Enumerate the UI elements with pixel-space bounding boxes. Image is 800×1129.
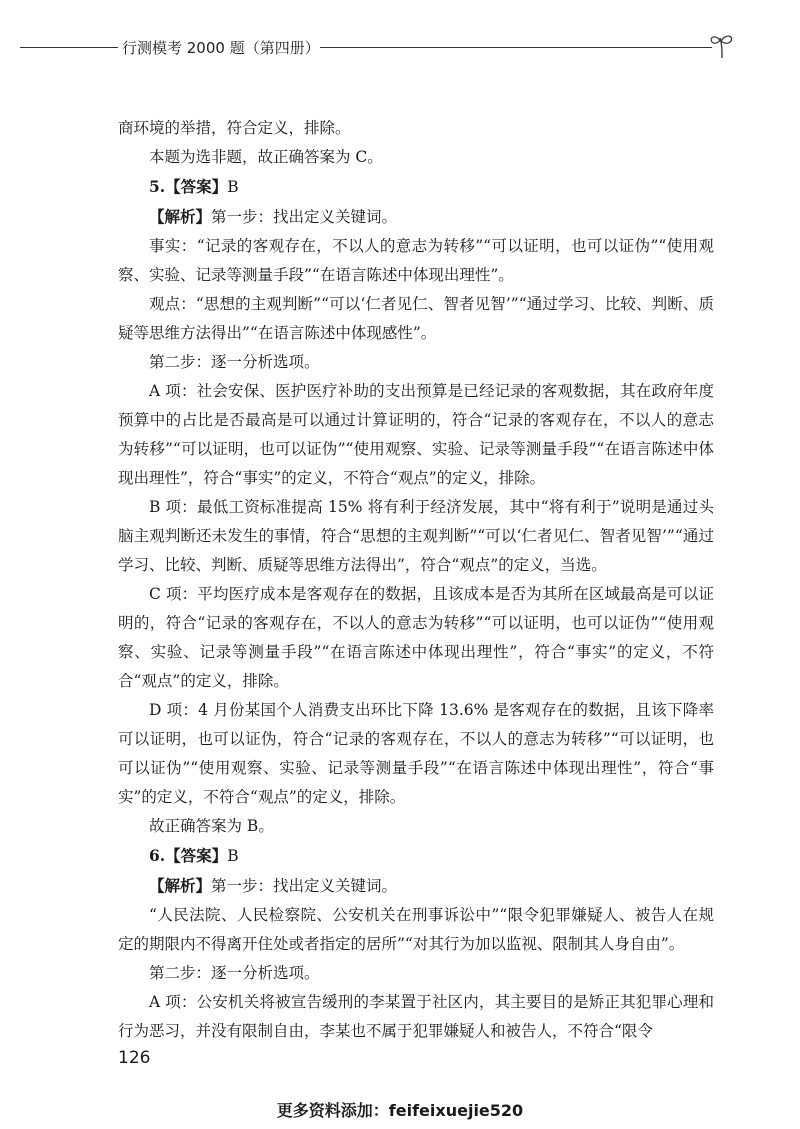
paragraph [118,959,714,988]
paragraph [118,812,714,841]
paragraph [118,172,714,202]
page-body [118,114,714,1046]
paragraph [118,114,714,143]
paragraph-text: A 项：社会安保、医护医疗补助的支出预算是已经记录的客观数据，其在政府年度预算中的占比是否最高是可以通过计算证明的，符合“记录的客观存在，不以人的意志为转移”“可以证明，也可以证伪”“使用观察、实验、记录等测量手段”“在语言陈述中体现出理性”，符合“事实”的定义，不符合“观点”的定义，排除。 [118,382,714,487]
paragraph-text: 商环境的举措，符合定义，排除。 [118,119,351,137]
paragraph [118,696,714,812]
running-header [20,36,720,60]
paragraph-text: B [227,847,239,865]
paragraph [118,202,714,232]
paragraph-label: 5.【答案】 [149,177,228,196]
paragraph-label: 【解析】 [149,876,212,895]
paragraph [118,290,714,348]
paragraph-text: 第二步：逐一分析选项。 [149,964,320,982]
paragraph-text: 观点：“思想的主观判断”“可以‘仁者见仁、智者见智’”“通过学习、比较、判断、质疑等思维方法得出”“在语言陈述中体现感性”。 [118,295,714,342]
paragraph-text: 本题为选非题，故正确答案为 C。 [149,148,383,166]
header-title: 行测模考 2000 题（第四册） [122,39,320,57]
paragraph-text: C 项：平均医疗成本是客观存在的数据，且该成本是否为其所在区域最高是可以证明的，符合“记录的客观存在，不以人的意志为转移”“可以证明，也可以证伪”“使用观察、实验、记录等测量手段”“在语言陈述中体现出理性”，符合“事实”的定义，不符合“观点”的定义，排除。 [118,585,714,690]
paragraph-text: A 项：公安机关将被宣告缓刑的李某置于社区内，其主要目的是矫正其犯罪心理和行为恶习，并没有限制自由，李某也不属于犯罪嫌疑人和被告人，不符合“限令 [118,993,714,1040]
header-rule-right [320,47,712,48]
paragraph-text: D 项：4 月份某国个人消费支出环比下降 13.6% 是客观存在的数据，且该下降率可以证明，也可以证伪，符合“记录的客观存在，不以人的意志为转移”“可以证明，也可以证伪”“使用观察、实验、记录等测量手段”“在语言陈述中体现出理性”，符合“事实”的定义，不符合“观点”的定义，排除。 [118,701,714,806]
paragraph-text: 第一步：找出定义关键词。 [211,877,398,895]
page-number: 126 [118,1048,151,1068]
paragraph-text: B [227,178,239,196]
paragraph [118,377,714,493]
paragraph [118,232,714,290]
footer-note: 更多资料添加：feifeixuejie520 [276,1101,524,1120]
paragraph-text: 第一步：找出定义关键词。 [211,208,398,226]
paragraph [118,841,714,871]
paragraph [118,348,714,377]
paragraph-text: “人民法院、人民检察院、公安机关在刑事诉讼中”“限令犯罪嫌疑人、被告人在规定的期限内不得离开住处或者指定的居所”“对其行为加以监视、限制其人身自由”。 [118,906,714,953]
sprout-icon [708,30,736,60]
paragraph [118,143,714,172]
paragraph-text: 故正确答案为 B。 [149,817,274,835]
paragraph-label: 6.【答案】 [149,846,228,865]
paragraph-text: 事实：“记录的客观存在，不以人的意志为转移”“可以证明，也可以证伪”“使用观察、实验、记录等测量手段”“在语言陈述中体现出理性”。 [118,237,714,284]
paragraph [118,580,714,696]
paragraph-text: B 项：最低工资标准提高 15% 将有利于经济发展，其中“将有利于”说明是通过头脑主观判断还未发生的事情，符合“思想的主观判断”“可以‘仁者见仁、智者见智’”“通过学习、比较、判断、质疑等思维方法得出”，符合“观点”的定义，当选。 [118,498,714,574]
header-rule-left [20,47,118,48]
paragraph [118,493,714,580]
paragraph-text: 第二步：逐一分析选项。 [149,353,320,371]
paragraph-label: 【解析】 [149,207,212,226]
paragraph [118,901,714,959]
paragraph [118,988,714,1046]
paragraph [118,871,714,901]
